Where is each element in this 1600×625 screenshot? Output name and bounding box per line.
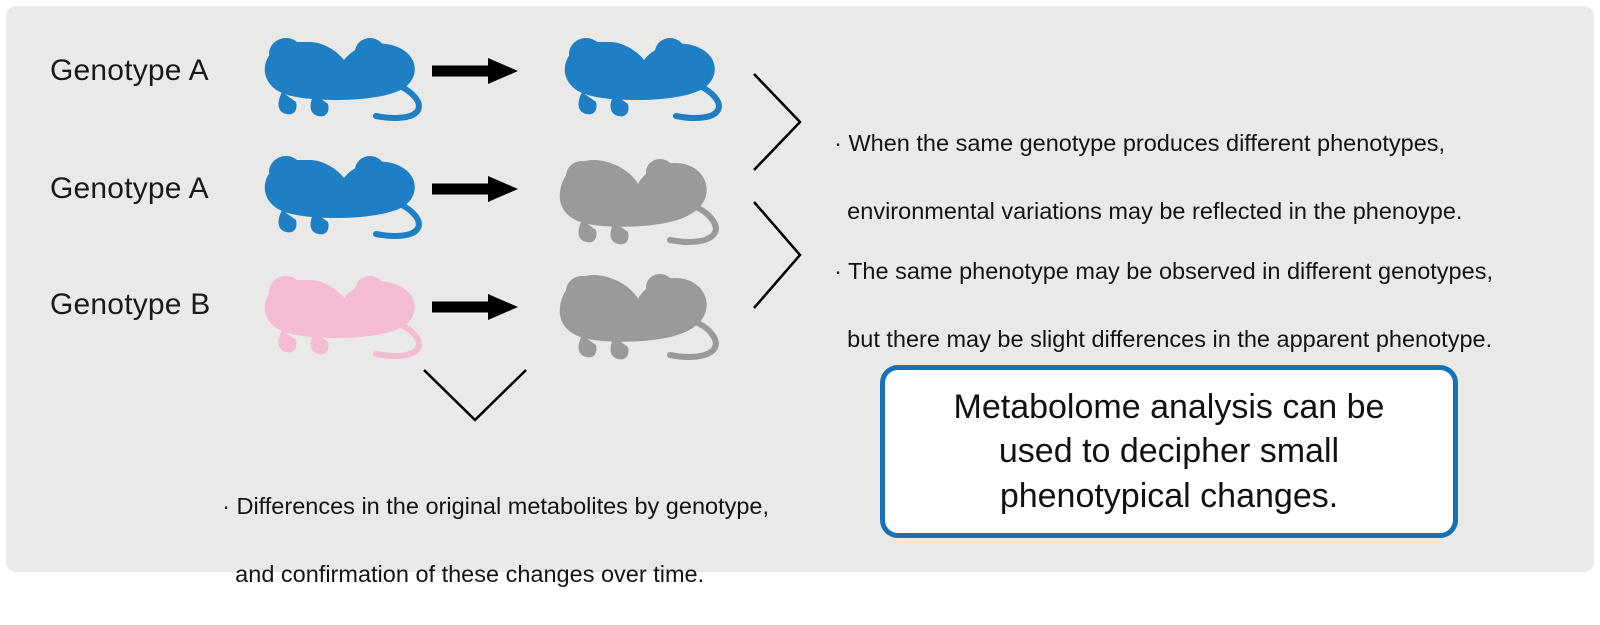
row-label-genotype-a-2: Genotype A bbox=[50, 172, 209, 205]
chevron-down-icon bbox=[422, 368, 528, 429]
arrow-row-3 bbox=[430, 292, 520, 327]
note-metabolite-differences bbox=[196, 455, 769, 625]
note-line-1: · The same phenotype may be observed in different genotypes, bbox=[834, 258, 1493, 285]
callout-text: Metabolome analysis can be used to decipher small phenotypical changes. bbox=[953, 388, 1385, 515]
pink-mouse-icon bbox=[252, 268, 432, 365]
arrow-row-2 bbox=[430, 174, 520, 209]
note-line-1: · When the same genotype produces different phenotypes, bbox=[834, 130, 1446, 157]
gray-mouse-icon bbox=[548, 150, 728, 251]
note-line-2: but there may be slight differences in the apparent phenotype. bbox=[834, 326, 1493, 353]
gray-mouse-icon bbox=[548, 265, 728, 366]
row-label-genotype-b: Genotype B bbox=[50, 288, 211, 321]
blue-mouse-icon bbox=[252, 30, 432, 127]
row-label-genotype-a-1: Genotype A bbox=[50, 54, 209, 87]
brace-note-2 bbox=[752, 200, 804, 315]
blue-mouse-icon bbox=[252, 148, 432, 245]
note-line-2: environmental variations may be reflected in the phenoype. bbox=[834, 198, 1463, 225]
note-line-1: · Differences in the original metabolites by genotype, bbox=[222, 493, 770, 520]
arrow-row-1 bbox=[430, 56, 520, 91]
note-line-2: and confirmation of these changes over time. bbox=[222, 561, 705, 588]
callout-box bbox=[880, 365, 1458, 538]
brace-note-1 bbox=[752, 72, 804, 177]
blue-mouse-icon bbox=[552, 30, 732, 127]
